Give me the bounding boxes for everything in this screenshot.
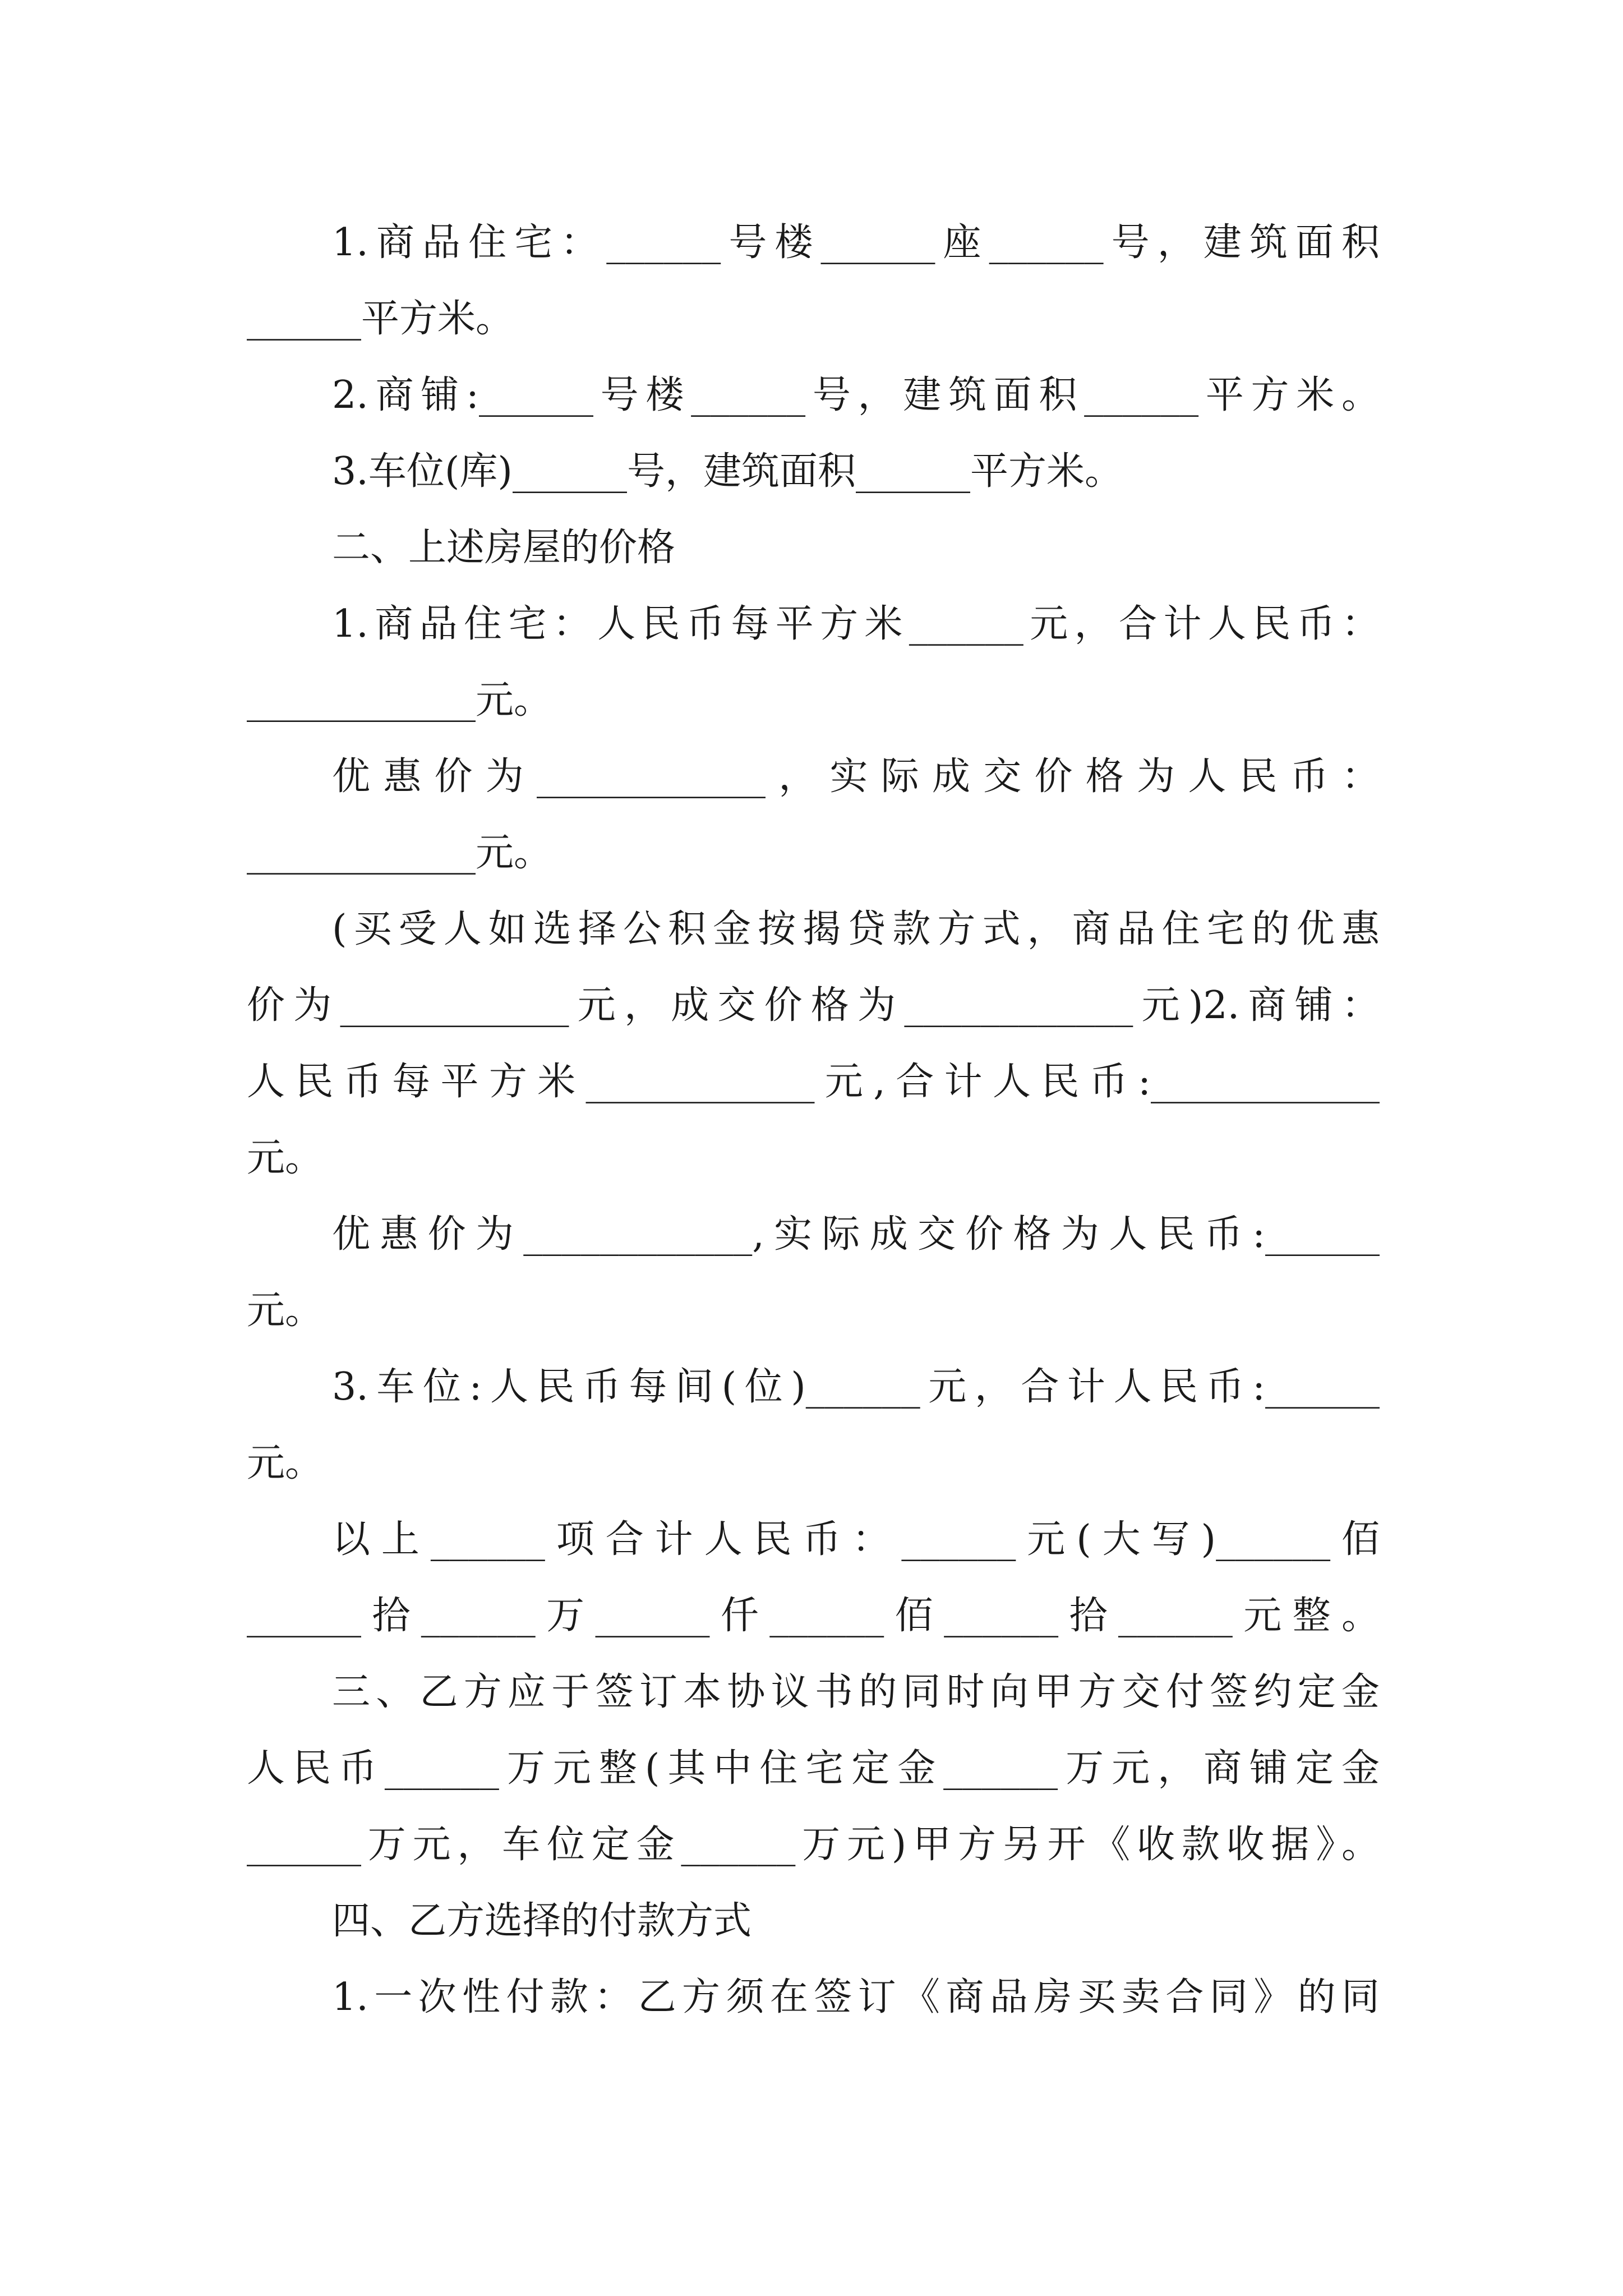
clause-parking-price-cont: 元。 bbox=[247, 1441, 324, 1485]
clause-provident-fund-note: (买受人如选择公积金按揭贷款方式，商品住宅的优惠 bbox=[332, 907, 1380, 951]
clause-residential-unit-cont: ______平方米。 bbox=[247, 297, 514, 341]
clause-total-price-uppercase: ______拾______万______仟______佰______拾______元整。 bbox=[247, 1594, 1380, 1638]
section-heading-price: 二、上述房屋的价格 bbox=[332, 526, 676, 570]
clause-residential-unit: 1.商品住宅：______号楼______座______号，建筑面积 bbox=[332, 220, 1380, 265]
section-deposit-cont-2: ______万元，车位定金______万元)甲方另开《收款收据》。 bbox=[247, 1823, 1380, 1867]
section-deposit-cont: 人民币______万元整(其中住宅定金______万元，商铺定金 bbox=[247, 1746, 1380, 1791]
clause-residential-discount: 优惠价为____________，实际成交价格为人民币： bbox=[332, 754, 1380, 799]
clause-total-price: 以上______项合计人民币：______元(大写)______佰 bbox=[332, 1517, 1380, 1562]
clause-residential-price-cont: ____________元。 bbox=[247, 678, 552, 723]
clause-shop-discount-cont: 元。 bbox=[247, 1289, 324, 1333]
section-deposit: 三、乙方应于签订本协议书的同时向甲方交付签约定金 bbox=[332, 1670, 1380, 1714]
clause-residential-price: 1.商品住宅：人民币每平方米______元，合计人民币： bbox=[332, 602, 1380, 646]
clause-parking-price: 3.车位:人民币每间(位)______元，合计人民币:______ bbox=[332, 1365, 1380, 1409]
clause-shop-unit: 2.商铺:______号楼______号，建筑面积______平方米。 bbox=[332, 373, 1380, 417]
clause-lump-sum-payment: 1.一次性付款：乙方须在签订《商品房买卖合同》的同 bbox=[332, 1975, 1380, 2019]
clause-parking-unit: 3.车位(库)______号，建筑面积______平方米。 bbox=[332, 449, 1123, 494]
clause-shop-price: 人民币每平方米____________元,合计人民币:____________ bbox=[247, 1060, 1380, 1104]
clause-residential-discount-cont: ____________元。 bbox=[247, 831, 552, 875]
clause-shop-price-cont: 元。 bbox=[247, 1136, 324, 1180]
clause-shop-discount: 优惠价为____________,实际成交价格为人民币:______ bbox=[332, 1212, 1380, 1257]
section-heading-payment: 四、乙方选择的付款方式 bbox=[332, 1899, 752, 1943]
document-body bbox=[247, 205, 1380, 2036]
clause-provident-fund-note-cont: 价为____________元，成交价格为____________元)2.商铺： bbox=[247, 983, 1380, 1028]
